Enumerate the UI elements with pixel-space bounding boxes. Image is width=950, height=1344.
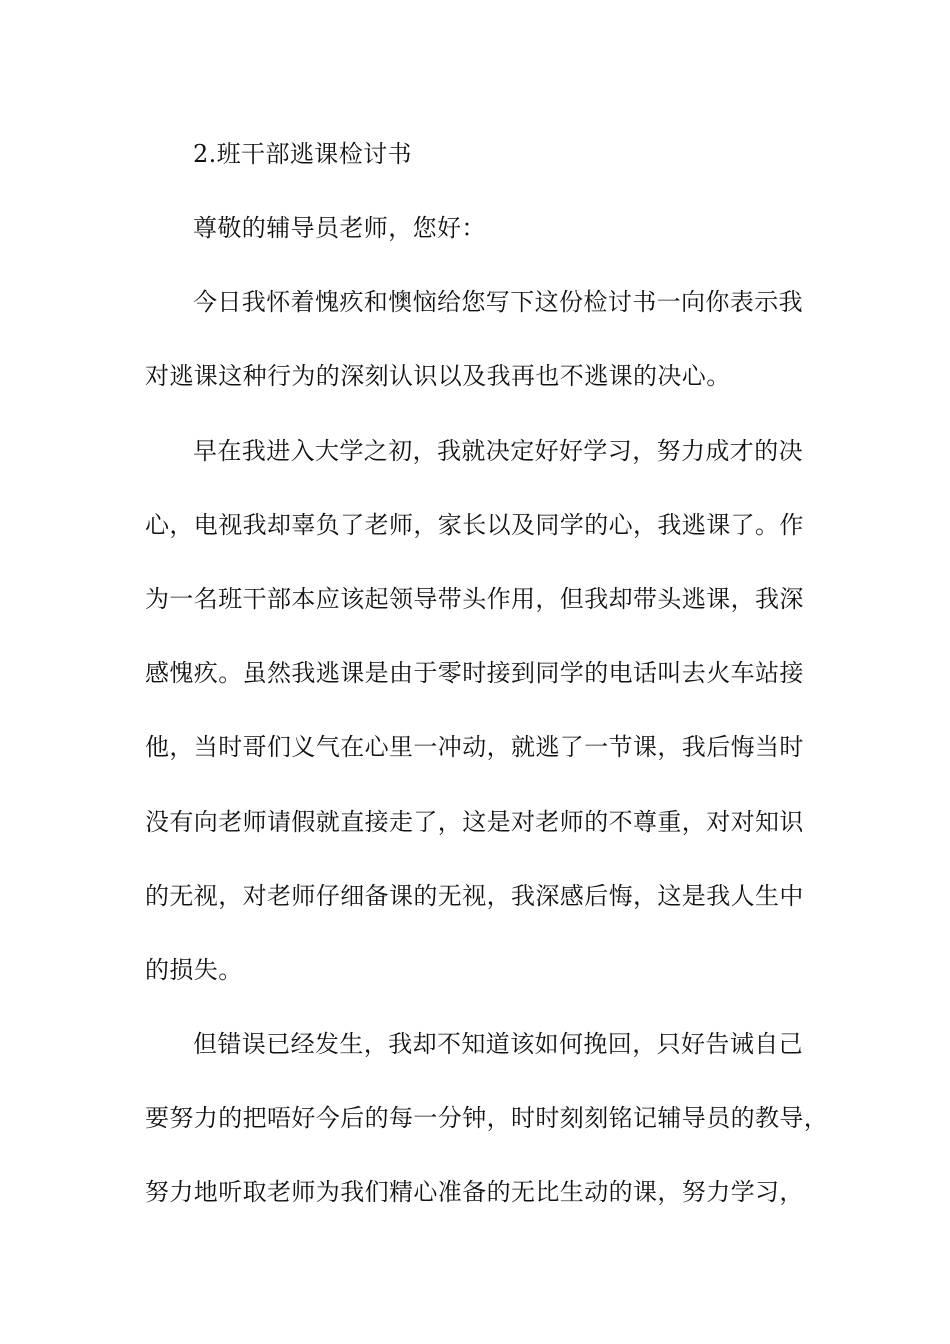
paragraph-line: 早在我进入大学之初，我就决定好好学习，努力成才的决 xyxy=(193,436,803,465)
paragraph-line: 对逃课这种行为的深刻认识以及我再也不逃课的决心。 xyxy=(145,362,731,391)
document-body xyxy=(145,130,829,1243)
paragraph-line: 努力地听取老师为我们精心准备的无比生动的课，努力学习， xyxy=(145,1178,804,1207)
greeting-line: 尊敬的辅导员老师，您好： xyxy=(193,214,486,242)
paragraph-line: 他，当时哥们义气在心里一冲动，就逃了一节课，我后悔当时 xyxy=(145,733,804,762)
paragraph-line: 心，电视我却辜负了老师，家长以及同学的心，我逃课了。作 xyxy=(145,510,804,539)
paragraph-line: 感愧疚。虽然我逃课是由于零时接到同学的电话叫去火车站接 xyxy=(145,659,804,688)
paragraph-line: 的损失。 xyxy=(145,955,243,984)
document-title: 2.班干部逃课检讨书 xyxy=(193,140,412,168)
paragraph-line: 没有向老师请假就直接走了，这是对老师的不尊重，对对知识 xyxy=(145,807,804,836)
paragraph-line: 今日我怀着愧疚和懊恼给您写下这份检讨书一向你表示我 xyxy=(193,288,803,317)
paragraph-line: 为一名班干部本应该起领导带头作用，但我却带头逃课，我深 xyxy=(145,584,804,613)
paragraph-line: 但错误已经发生，我却不知道该如何挽回，只好告诫自己 xyxy=(193,1030,803,1059)
paragraph-line: 的无视，对老师仔细备课的无视，我深感后悔，这是我人生中 xyxy=(145,881,804,910)
paragraph-line: 要努力的把唔好今后的每一分钟，时时刻刻铭记辅导员的教导， xyxy=(145,1104,829,1133)
